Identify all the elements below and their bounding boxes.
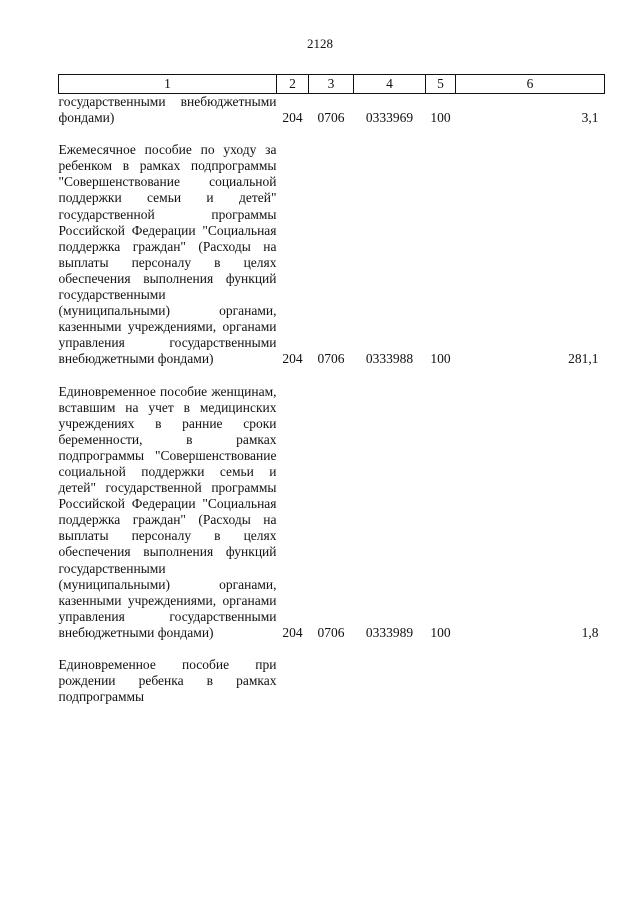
- page-number: 2128: [307, 36, 333, 51]
- row-code-3: 0706: [317, 110, 345, 126]
- row-description: государственными внебюджетными фондами): [58, 94, 277, 126]
- budget-table: [58, 74, 605, 705]
- row-description: Ежемесячное пособие по уходу за ребенком в рамках подпрограммы "Совершенствование социальной поддержки семьи и детей" государственной программы Российской Федерации "Социальная поддержка граждан" (Расходы на выплаты персоналу в целях обеспечения выполнения функций государственными (муниципальными) органами, казенными учреждениями, органами управления государственными внебюджетными фондами): [58, 142, 277, 367]
- row-amount: [456, 657, 605, 705]
- header-col-6: 6: [456, 75, 605, 94]
- row-code-4: [354, 657, 426, 705]
- row-code-3: 0706: [317, 351, 345, 367]
- header-col-4: 4: [354, 75, 426, 94]
- table-row: [59, 142, 605, 367]
- row-code-4: 0333969: [365, 110, 414, 126]
- row-code-3: [309, 657, 354, 705]
- header-col-2: 2: [277, 75, 309, 94]
- row-code-4: 0333989: [365, 624, 414, 640]
- row-code-5: [426, 657, 456, 705]
- row-code-5: 100: [430, 351, 451, 367]
- row-amount: 1,8: [581, 624, 599, 640]
- row-spacer: [59, 126, 605, 142]
- header-col-3: 3: [309, 75, 354, 94]
- header-row: [59, 75, 605, 94]
- row-code-5: 100: [430, 624, 451, 640]
- row-code-2: [277, 657, 309, 705]
- row-amount: 3,1: [581, 110, 599, 126]
- row-code-2: 204: [282, 110, 303, 126]
- table-row: [59, 94, 605, 127]
- row-spacer: [59, 641, 605, 657]
- row-code-4: 0333988: [365, 351, 414, 367]
- header-col-1: 1: [59, 75, 277, 94]
- row-code-5: 100: [430, 110, 451, 126]
- row-code-2: 204: [282, 351, 303, 367]
- row-description: Единовременное пособие при рождении ребенка в рамках подпрограммы: [58, 657, 277, 705]
- row-amount: 281,1: [568, 351, 599, 367]
- table-row: [59, 384, 605, 642]
- row-code-3: 0706: [317, 624, 345, 640]
- header-col-5: 5: [426, 75, 456, 94]
- table-row: [59, 657, 605, 705]
- row-spacer: [59, 368, 605, 384]
- row-code-2: 204: [282, 624, 303, 640]
- row-description: Единовременное пособие женщинам, вставшим на учет в медицинских учреждениях в ранние сроки беременности, в рамках подпрограммы "Совершенствование социальной поддержки семьи и детей" государственной программы Российской Федерации "Социальная поддержка граждан" (Расходы на выплаты персоналу в целях обеспечения выполнения функций государственными (муниципальными) органами, казенными учреждениями, органами управления государственными внебюджетными фондами): [58, 383, 277, 640]
